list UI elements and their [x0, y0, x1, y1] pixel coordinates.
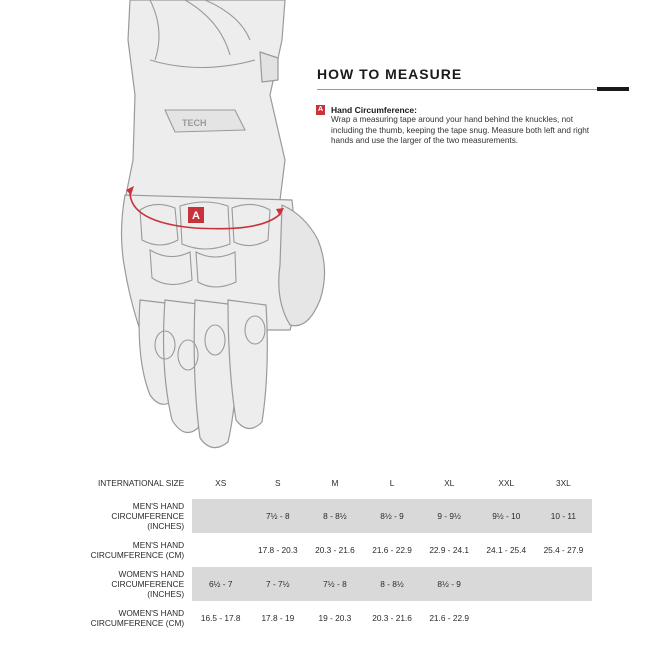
- size-header-row: [82, 467, 592, 499]
- measure-instructions: Wrap a measuring tape around your hand behind the knuckles, not including the thumb, keeping the tape snug. Measure both left and right hands and use the larger of the two measurements.: [331, 115, 590, 145]
- table-row: [82, 601, 592, 635]
- row-label: WOMEN'S HAND CIRCUMFERENCE (CM): [90, 608, 185, 628]
- glove-logo-text: TECH: [182, 118, 207, 128]
- table-cell: 17.8 - 19: [261, 613, 295, 623]
- table-cell: 16.5 - 17.8: [200, 613, 241, 623]
- table-cell: 9½ - 10: [478, 499, 535, 533]
- table-cell: 8½ - 9: [421, 567, 478, 601]
- table-cell: 6½ - 7: [192, 567, 249, 601]
- table-cell: 10 - 11: [535, 499, 592, 533]
- table-cell: 7 - 7½: [249, 567, 306, 601]
- table-cell: 8 - 8½: [363, 567, 420, 601]
- row-label: MEN'S HAND CIRCUMFERENCE (INCHES): [111, 501, 185, 531]
- size-label: XL: [444, 478, 455, 488]
- table-row: [82, 567, 592, 601]
- size-header-label: INTERNATIONAL SIZE: [97, 478, 185, 488]
- table-cell: [478, 567, 535, 601]
- title-rule: [317, 89, 597, 90]
- size-chart-table: [82, 467, 592, 635]
- title-rule-accent: [597, 87, 629, 91]
- measure-badge: A: [317, 106, 324, 113]
- table-cell: [535, 601, 592, 635]
- size-label: 3XL: [556, 478, 571, 488]
- size-label: L: [389, 478, 395, 488]
- row-label: WOMEN'S HAND CIRCUMFERENCE (INCHES): [111, 569, 185, 599]
- measurement-marker-label: A: [192, 210, 200, 222]
- how-to-measure-title: HOW TO MEASURE: [317, 66, 463, 82]
- table-cell: [478, 601, 535, 635]
- table-cell: 20.3 - 21.6: [315, 545, 355, 555]
- table-cell: 17.8 - 20.3: [257, 545, 298, 555]
- table-cell: 25.4 - 27.9: [543, 545, 584, 555]
- table-cell: 8 - 8½: [306, 499, 363, 533]
- table-cell: 21.6 - 22.9: [429, 613, 469, 623]
- table-cell: 20.3 - 21.6: [372, 613, 412, 623]
- table-cell: 9 - 9½: [421, 499, 478, 533]
- measure-heading: Hand Circumference:: [331, 105, 417, 115]
- table-cell: 7½ - 8: [306, 567, 363, 601]
- table-cell: [192, 533, 249, 567]
- table-cell: 22.9 - 24.1: [429, 545, 469, 555]
- table-cell: 8½ - 9: [363, 499, 420, 533]
- table-cell: [192, 499, 249, 533]
- table-cell: 21.6 - 22.9: [372, 545, 412, 555]
- size-label: M: [331, 478, 339, 488]
- table-row: [82, 533, 592, 567]
- table-row: [82, 499, 592, 533]
- table-cell: 19 - 20.3: [318, 613, 352, 623]
- row-label: MEN'S HAND CIRCUMFERENCE (CM): [90, 540, 185, 560]
- table-cell: 7½ - 8: [249, 499, 306, 533]
- size-label: S: [275, 478, 281, 488]
- size-label: XXL: [498, 478, 515, 488]
- table-cell: 24.1 - 25.4: [486, 545, 527, 555]
- table-cell: [535, 567, 592, 601]
- size-label: XS: [215, 478, 227, 488]
